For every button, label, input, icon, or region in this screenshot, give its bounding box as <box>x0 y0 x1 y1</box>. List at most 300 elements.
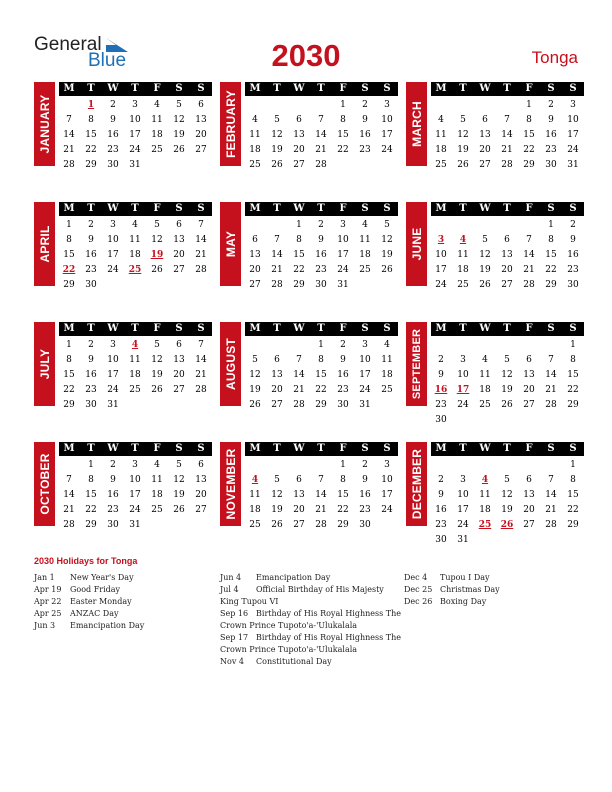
weekday-header: S <box>547 323 555 334</box>
day-cell: 7 <box>274 235 280 245</box>
day-cell: 10 <box>129 115 141 125</box>
holiday-item <box>220 632 405 656</box>
day-cell: 4 <box>154 100 160 110</box>
weekday-header: M <box>435 443 447 454</box>
day-cell: 23 <box>107 145 119 155</box>
day-cell: 24 <box>457 400 469 410</box>
day-cell: 20 <box>523 505 535 515</box>
holiday-name: Emancipation Day <box>256 573 331 582</box>
month-label-text: AUGUST <box>223 338 238 390</box>
day-cell: 28 <box>545 520 557 530</box>
day-cell: 12 <box>151 235 163 245</box>
weekday-header: S <box>175 443 183 454</box>
day-cell: 25 <box>249 160 261 170</box>
day-cell: 20 <box>523 385 535 395</box>
month-label-text: MARCH <box>409 101 424 147</box>
day-cell: 17 <box>107 250 119 260</box>
day-cell: 30 <box>85 400 97 410</box>
day-cell: 13 <box>173 235 185 245</box>
weekday-header: T <box>273 83 281 94</box>
day-cell: 24 <box>107 385 119 395</box>
day-cell: 18 <box>435 145 447 155</box>
weekday-header: T <box>87 323 95 334</box>
month-may <box>220 202 398 302</box>
day-cell: 14 <box>271 250 283 260</box>
day-cell: 5 <box>482 235 488 245</box>
day-cell: 14 <box>523 250 535 260</box>
day-cell: 31 <box>457 535 469 545</box>
day-cell: 15 <box>567 370 579 380</box>
day-cell: 15 <box>315 370 327 380</box>
day-cell: 13 <box>173 355 185 365</box>
weekday-header: W <box>479 323 491 334</box>
day-cell: 2 <box>548 100 554 110</box>
day-cell: 6 <box>252 235 258 245</box>
day-cell: 14 <box>195 355 207 365</box>
weekday-header: M <box>249 443 261 454</box>
day-cell: 25 <box>381 385 393 395</box>
day-cell: 28 <box>315 520 327 530</box>
holiday-item <box>34 620 219 632</box>
holiday-date: Jun 3 <box>34 621 56 630</box>
month-label-text: SEPTEMBER <box>410 328 423 400</box>
weekday-header: F <box>339 443 347 454</box>
day-cell: 31 <box>129 160 141 170</box>
month-label <box>34 82 55 166</box>
weekday-header: T <box>503 323 511 334</box>
day-cell: 20 <box>173 250 185 260</box>
day-cell: 29 <box>85 520 97 530</box>
day-cell: 17 <box>337 250 349 260</box>
day-cell: 19 <box>173 130 185 140</box>
day-cell: 18 <box>151 130 163 140</box>
day-cell: 29 <box>63 280 75 290</box>
month-april <box>34 202 212 302</box>
weekday-header: S <box>197 323 205 334</box>
day-cell: 10 <box>567 115 579 125</box>
day-cell: 25 <box>151 145 163 155</box>
weekday-header: S <box>569 443 577 454</box>
day-cell: 28 <box>63 520 75 530</box>
day-cell: 19 <box>501 385 513 395</box>
holiday-date: Dec 4 <box>404 573 428 582</box>
day-cell: 13 <box>249 250 261 260</box>
day-cell: 22 <box>63 385 75 395</box>
holiday-date: Jul 4 <box>220 585 239 594</box>
day-cell: 3 <box>340 220 346 230</box>
weekday-header-row <box>245 82 398 96</box>
day-cell: 9 <box>340 355 346 365</box>
weekday-header: W <box>107 443 119 454</box>
day-cell: 24 <box>359 385 371 395</box>
day-cell: 2 <box>438 355 444 365</box>
weekday-header: W <box>479 83 491 94</box>
day-cell: 25 <box>151 505 163 515</box>
day-cell: 6 <box>526 475 532 485</box>
day-cell: 9 <box>438 490 444 500</box>
weekday-header: S <box>383 443 391 454</box>
holiday-item <box>34 584 219 596</box>
holiday-item <box>34 608 219 620</box>
weekday-header: M <box>249 83 261 94</box>
weekday-header: S <box>175 323 183 334</box>
weekday-header: S <box>197 83 205 94</box>
weekday-header-row <box>245 442 398 456</box>
day-cell: 2 <box>110 100 116 110</box>
logo-general-text: General <box>34 34 102 55</box>
day-cell: 16 <box>107 130 119 140</box>
day-cell: 17 <box>129 490 141 500</box>
day-cell: 3 <box>362 340 368 350</box>
day-cell: 3 <box>384 100 390 110</box>
day-cell: 13 <box>195 115 207 125</box>
month-label <box>34 442 55 526</box>
day-cell: 6 <box>482 115 488 125</box>
day-cell: 5 <box>274 475 280 485</box>
day-cell: 25 <box>479 400 491 410</box>
day-cell: 13 <box>501 250 513 260</box>
day-cell: 31 <box>567 160 579 170</box>
day-cell: 10 <box>107 235 119 245</box>
weekday-header: F <box>525 443 533 454</box>
weekday-header-row <box>59 442 212 456</box>
day-cell: 13 <box>195 475 207 485</box>
day-cell: 7 <box>198 340 204 350</box>
day-cell: 18 <box>151 490 163 500</box>
day-cell: 31 <box>359 400 371 410</box>
weekday-header-row <box>59 82 212 96</box>
day-cell: 18 <box>479 505 491 515</box>
day-cell: 11 <box>479 370 491 380</box>
day-cell: 14 <box>545 490 557 500</box>
day-cell: 30 <box>107 160 119 170</box>
holiday-column <box>404 572 589 608</box>
day-cell: 9 <box>110 475 116 485</box>
day-cell: 7 <box>504 115 510 125</box>
holiday-name: Christmas Day <box>440 585 500 594</box>
holiday-date: Nov 4 <box>220 657 244 666</box>
day-cell: 6 <box>198 100 204 110</box>
day-cell: 15 <box>85 130 97 140</box>
day-cell: 26 <box>381 265 393 275</box>
day-cell: 25 <box>457 280 469 290</box>
day-cell: 27 <box>271 400 283 410</box>
day-cell: 22 <box>337 145 349 155</box>
weekday-header: T <box>273 203 281 214</box>
day-cell: 23 <box>567 265 579 275</box>
day-cell: 1 <box>318 340 324 350</box>
day-cell: 17 <box>435 265 447 275</box>
country-name: Tonga <box>531 48 578 67</box>
day-cell: 29 <box>293 280 305 290</box>
day-cell: 17 <box>457 505 469 515</box>
day-cell: 6 <box>504 235 510 245</box>
day-cell: 4 <box>362 220 368 230</box>
day-cell: 3 <box>570 100 576 110</box>
day-cell: 21 <box>545 505 557 515</box>
day-cell: 29 <box>337 520 349 530</box>
month-label-text: JANUARY <box>37 94 52 154</box>
holiday-day-cell: 25 <box>128 265 142 275</box>
holidays-title: 2030 Holidays for Tonga <box>34 556 138 566</box>
weekday-header: S <box>361 83 369 94</box>
day-cell: 26 <box>271 160 283 170</box>
day-cell: 27 <box>479 160 491 170</box>
day-cell: 21 <box>195 250 207 260</box>
day-cell: 6 <box>176 220 182 230</box>
holiday-item <box>34 572 219 584</box>
weekday-header: M <box>63 443 75 454</box>
day-cell: 3 <box>110 340 116 350</box>
day-cell: 7 <box>526 235 532 245</box>
weekday-header: T <box>87 203 95 214</box>
day-cell: 13 <box>293 130 305 140</box>
day-cell: 24 <box>457 520 469 530</box>
day-cell: 20 <box>479 145 491 155</box>
day-cell: 22 <box>545 265 557 275</box>
day-cell: 12 <box>151 355 163 365</box>
weekday-header: T <box>503 203 511 214</box>
day-cell: 21 <box>315 505 327 515</box>
holiday-day-cell: 1 <box>87 100 95 110</box>
day-cell: 2 <box>570 220 576 230</box>
day-cell: 20 <box>501 265 513 275</box>
day-cell: 21 <box>195 370 207 380</box>
weekday-header-row <box>431 82 584 96</box>
day-cell: 1 <box>296 220 302 230</box>
day-cell: 11 <box>151 475 163 485</box>
day-cell: 8 <box>548 235 554 245</box>
day-cell: 4 <box>132 220 138 230</box>
day-cell: 26 <box>249 400 261 410</box>
day-cell: 7 <box>66 475 72 485</box>
day-cell: 9 <box>318 235 324 245</box>
day-cell: 21 <box>63 505 75 515</box>
day-cell: 8 <box>340 115 346 125</box>
holiday-date: Dec 25 <box>404 585 433 594</box>
day-cell: 30 <box>359 520 371 530</box>
day-cell: 11 <box>359 235 371 245</box>
month-label <box>406 442 427 526</box>
day-cell: 21 <box>63 145 75 155</box>
day-cell: 15 <box>63 250 75 260</box>
day-cell: 6 <box>274 355 280 365</box>
day-cell: 23 <box>359 505 371 515</box>
holiday-date: Sep 17 <box>220 633 249 642</box>
weekday-header: T <box>459 203 467 214</box>
day-cell: 14 <box>195 235 207 245</box>
day-cell: 20 <box>195 490 207 500</box>
weekday-header: T <box>459 443 467 454</box>
month-january <box>34 82 212 182</box>
month-october <box>34 442 212 542</box>
holiday-day-cell: 16 <box>434 385 448 395</box>
day-cell: 15 <box>337 490 349 500</box>
day-cell: 15 <box>63 370 75 380</box>
day-cell: 22 <box>523 145 535 155</box>
holiday-day-cell: 25 <box>478 520 492 530</box>
day-cell: 19 <box>151 370 163 380</box>
day-cell: 5 <box>252 355 258 365</box>
day-cell: 24 <box>435 280 447 290</box>
day-cell: 5 <box>460 115 466 125</box>
day-cell: 14 <box>315 130 327 140</box>
holiday-name: Easter Monday <box>70 597 132 606</box>
month-label <box>406 322 427 406</box>
month-label <box>220 322 241 406</box>
day-cell: 19 <box>479 265 491 275</box>
day-cell: 5 <box>504 475 510 485</box>
day-cell: 29 <box>63 400 75 410</box>
day-cell: 27 <box>293 520 305 530</box>
weekday-header: W <box>293 203 305 214</box>
weekday-header-row <box>245 322 398 336</box>
day-cell: 29 <box>523 160 535 170</box>
weekday-header-row <box>431 442 584 456</box>
weekday-header: T <box>459 323 467 334</box>
weekday-header: M <box>63 323 75 334</box>
day-cell: 16 <box>85 370 97 380</box>
day-cell: 7 <box>318 475 324 485</box>
weekday-header: T <box>273 443 281 454</box>
weekday-header: S <box>569 83 577 94</box>
day-cell: 7 <box>66 115 72 125</box>
day-cell: 16 <box>567 250 579 260</box>
day-cell: 21 <box>545 385 557 395</box>
day-cell: 26 <box>151 385 163 395</box>
month-august <box>220 322 398 422</box>
day-cell: 24 <box>567 145 579 155</box>
weekday-header: S <box>175 203 183 214</box>
month-label-text: MAY <box>223 230 238 258</box>
day-cell: 11 <box>381 355 393 365</box>
weekday-header: T <box>131 203 139 214</box>
day-cell: 26 <box>457 160 469 170</box>
day-cell: 16 <box>359 490 371 500</box>
weekday-header-row <box>431 202 584 216</box>
day-cell: 27 <box>293 160 305 170</box>
month-label-text: JUNE <box>409 227 424 261</box>
day-cell: 16 <box>107 490 119 500</box>
day-cell: 26 <box>501 400 513 410</box>
day-cell: 12 <box>381 235 393 245</box>
weekday-header-row <box>431 322 584 336</box>
day-cell: 14 <box>545 370 557 380</box>
weekday-header: T <box>131 323 139 334</box>
day-cell: 15 <box>85 490 97 500</box>
day-cell: 10 <box>359 355 371 365</box>
day-cell: 30 <box>315 280 327 290</box>
day-cell: 2 <box>110 460 116 470</box>
holiday-date: Apr 19 <box>34 585 62 594</box>
weekday-header: T <box>131 83 139 94</box>
day-cell: 8 <box>88 475 94 485</box>
day-cell: 1 <box>88 460 94 470</box>
month-march <box>406 82 584 182</box>
holiday-item <box>404 596 589 608</box>
holiday-day-cell: 17 <box>456 385 470 395</box>
weekday-header: M <box>63 203 75 214</box>
month-label-text: APRIL <box>37 225 52 263</box>
holiday-name: Boxing Day <box>440 597 487 606</box>
day-cell: 2 <box>362 100 368 110</box>
day-cell: 14 <box>501 130 513 140</box>
day-cell: 23 <box>359 145 371 155</box>
weekday-header: T <box>87 83 95 94</box>
day-cell: 25 <box>359 265 371 275</box>
day-cell: 3 <box>460 475 466 485</box>
holiday-date: Sep 16 <box>220 609 249 618</box>
day-cell: 10 <box>457 370 469 380</box>
day-cell: 17 <box>129 130 141 140</box>
day-cell: 18 <box>457 265 469 275</box>
day-cell: 24 <box>129 145 141 155</box>
day-cell: 1 <box>570 460 576 470</box>
day-cell: 1 <box>570 340 576 350</box>
month-label-text: FEBRUARY <box>223 90 238 158</box>
day-cell: 5 <box>504 355 510 365</box>
day-cell: 17 <box>567 130 579 140</box>
month-label <box>220 202 241 286</box>
holiday-name: Birthday of His Royal Highness The Crown Prince Tupoto'a-'Ulukalala <box>220 633 401 654</box>
day-cell: 20 <box>173 370 185 380</box>
weekday-header: F <box>153 83 161 94</box>
month-february <box>220 82 398 182</box>
holiday-date: Jun 4 <box>220 573 242 582</box>
holiday-date: Jan 1 <box>34 573 55 582</box>
day-cell: 8 <box>570 475 576 485</box>
weekday-header: F <box>339 323 347 334</box>
day-cell: 24 <box>337 265 349 275</box>
day-cell: 9 <box>88 355 94 365</box>
logo-blue-text: Blue <box>88 50 127 71</box>
weekday-header: S <box>547 443 555 454</box>
day-cell: 10 <box>381 475 393 485</box>
day-cell: 29 <box>567 400 579 410</box>
weekday-header: W <box>107 83 119 94</box>
day-cell: 2 <box>88 220 94 230</box>
month-june <box>406 202 584 302</box>
day-cell: 9 <box>362 475 368 485</box>
day-cell: 11 <box>435 130 447 140</box>
weekday-header-row <box>59 322 212 336</box>
day-cell: 2 <box>362 460 368 470</box>
weekday-header: S <box>383 203 391 214</box>
weekday-header: S <box>197 443 205 454</box>
day-cell: 17 <box>381 130 393 140</box>
weekday-header: F <box>153 323 161 334</box>
day-cell: 1 <box>66 340 72 350</box>
day-cell: 31 <box>107 400 119 410</box>
holiday-item <box>404 584 589 596</box>
weekday-header: M <box>63 83 75 94</box>
weekday-header: S <box>547 83 555 94</box>
day-cell: 9 <box>88 235 94 245</box>
holiday-name: Tupou I Day <box>440 573 490 582</box>
day-cell: 27 <box>195 145 207 155</box>
day-cell: 5 <box>154 340 160 350</box>
day-cell: 16 <box>359 130 371 140</box>
holiday-day-cell: 4 <box>131 340 139 350</box>
day-cell: 21 <box>315 145 327 155</box>
day-cell: 20 <box>293 145 305 155</box>
holiday-day-cell: 4 <box>251 475 259 485</box>
weekday-header: F <box>525 203 533 214</box>
day-cell: 20 <box>249 265 261 275</box>
weekday-header: F <box>153 443 161 454</box>
day-cell: 3 <box>132 460 138 470</box>
day-cell: 4 <box>154 460 160 470</box>
